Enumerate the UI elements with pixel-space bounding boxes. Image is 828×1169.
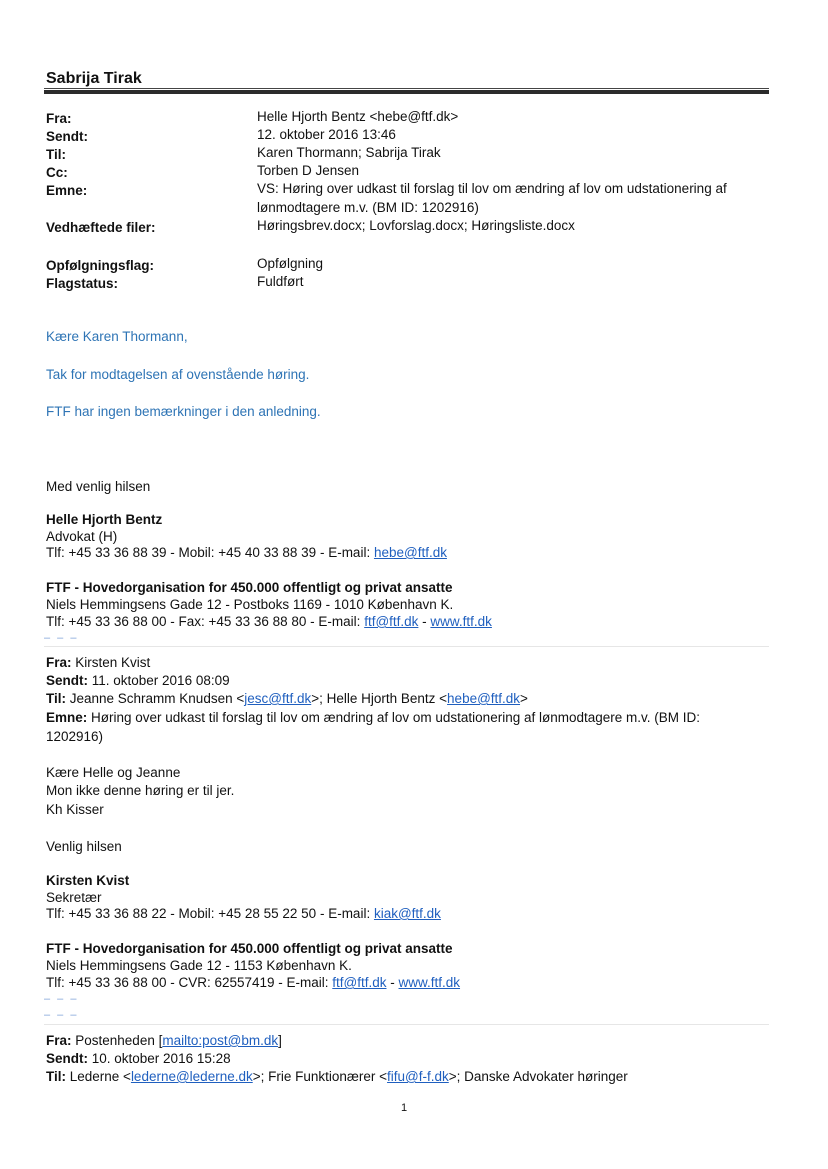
msg3-to (46, 1069, 628, 1084)
field-label-flag-status: Flagstatus: (46, 276, 119, 291)
sig2-dash-1: – – – (44, 993, 79, 1005)
msg3-from-end: ] (278, 1033, 282, 1048)
email-title: Sabrija Tirak (46, 70, 142, 87)
msg2-subject-label: Emne: (46, 710, 88, 725)
field-value-subject-cont: lønmodtagere m.v. (BM ID: 1202916) (257, 200, 479, 215)
msg3-to-text-c: >; Danske Advokater høringer (448, 1069, 628, 1084)
field-value-sent: 12. oktober 2016 13:46 (257, 127, 396, 142)
field-label-cc: Cc: (46, 165, 68, 180)
msg2-closing: Venlig hilsen (46, 839, 122, 854)
field-label-to: Til: (46, 147, 66, 162)
msg2-to (46, 691, 528, 706)
msg2-body-1: Kære Helle og Jeanne (46, 765, 181, 780)
msg2-sent (46, 673, 230, 688)
message-separator-2 (44, 1024, 769, 1025)
msg3-from-value: Postenheden [ (71, 1033, 163, 1048)
msg3-to-email-2[interactable]: fifu@f-f.dk (387, 1069, 449, 1084)
sig2-contact (46, 906, 441, 921)
sig1-org-email-link[interactable]: ftf@ftf.dk (364, 614, 419, 629)
msg2-to-label: Til: (46, 691, 66, 706)
msg2-from-label: Fra: (46, 655, 72, 670)
sig1-sep: - (418, 614, 431, 629)
sig2-org-email-link[interactable]: ftf@ftf.dk (332, 975, 387, 990)
field-value-to: Karen Thormann; Sabrija Tirak (257, 145, 441, 160)
msg3-sent-value: 10. oktober 2016 15:28 (88, 1051, 231, 1066)
msg2-subject (46, 710, 700, 725)
field-value-attachments[interactable]: Høringsbrev.docx; Lovforslag.docx; Høringsliste.docx (257, 218, 575, 233)
sig1-dash: – – – (44, 632, 79, 644)
sig1-email-link[interactable]: hebe@ftf.dk (373, 545, 447, 560)
sig1-org: FTF - Hovedorganisation for 450.000 offentligt og privat ansatte (46, 580, 453, 595)
field-label-followup-flag: Opfølgningsflag: (46, 258, 154, 273)
msg2-body-2: Mon ikke denne høring er til jer. (46, 783, 235, 798)
sig2-address: Niels Hemmingsens Gade 12 - 1153 København K. (46, 958, 352, 973)
msg2-from-value: Kirsten Kvist (71, 655, 151, 670)
msg2-subject-value: Høring over udkast til forslag til lov om ændring af lov om udstationering af lønmodtagere m.v. (BM ID: (87, 710, 701, 725)
sig1-org-contact (46, 614, 492, 629)
sig2-org-contact-text: Tlf: +45 33 36 88 00 - CVR: 62557419 - E-mail: (46, 975, 333, 990)
msg3-from-mailto-link[interactable]: mailto:post@bm.dk (162, 1033, 279, 1048)
msg2-sent-label: Sendt: (46, 673, 88, 688)
reply-greeting: Kære Karen Thormann, (46, 329, 188, 344)
msg3-to-text-b: >; Frie Funktionærer < (252, 1069, 388, 1084)
msg3-sent-label: Sendt: (46, 1051, 88, 1066)
msg2-to-text-b: >; Helle Hjorth Bentz < (311, 691, 448, 706)
sig1-contact (46, 545, 447, 560)
msg2-subject-cont: 1202916) (46, 729, 104, 744)
sig1-closing: Med venlig hilsen (46, 479, 151, 494)
field-value-flag-status: Fuldført (257, 274, 304, 289)
field-label-sent: Sendt: (46, 129, 88, 144)
msg2-sent-value: 11. oktober 2016 08:09 (88, 673, 230, 688)
field-label-attachments: Vedhæftede filer: (46, 220, 156, 235)
reply-line-1: Tak for modtagelsen af ovenstående høring. (46, 367, 310, 382)
header-divider-thin (44, 88, 769, 89)
sig1-address: Niels Hemmingsens Gade 12 - Postboks 1169 - 1010 København K. (46, 597, 454, 612)
sig1-name: Helle Hjorth Bentz (46, 512, 163, 527)
sig2-name: Kirsten Kvist (46, 873, 130, 888)
sig2-dash-2: – – – (44, 1009, 79, 1021)
sig1-contact-text: Tlf: +45 33 36 88 39 - Mobil: +45 40 33 88 39 - E-mail: (46, 545, 374, 560)
msg3-to-email-1[interactable]: lederne@lederne.dk (130, 1069, 253, 1084)
msg2-to-text-a: Jeanne Schramm Knudsen < (66, 691, 245, 706)
sig2-contact-text: Tlf: +45 33 36 88 22 - Mobil: +45 28 55 22 50 - E-mail: (46, 906, 374, 921)
msg2-body-3: Kh Kisser (46, 802, 104, 817)
sig1-role: Advokat (H) (46, 529, 118, 544)
header-divider-thick (44, 90, 769, 94)
msg3-from (46, 1033, 282, 1048)
msg3-to-text-a: Lederne < (66, 1069, 131, 1084)
field-value-subject: VS: Høring over udkast til forslag til lov om ændring af lov om udstationering af (257, 181, 727, 196)
page-number: 1 (401, 1102, 408, 1114)
sig1-org-contact-text: Tlf: +45 33 36 88 00 - Fax: +45 33 36 88 80 - E-mail: (46, 614, 365, 629)
msg2-to-email-1[interactable]: jesc@ftf.dk (244, 691, 312, 706)
sig2-web-link[interactable]: www.ftf.dk (398, 975, 461, 990)
field-label-subject: Emne: (46, 183, 88, 198)
msg3-to-label: Til: (46, 1069, 66, 1084)
sig2-email-link[interactable]: kiak@ftf.dk (373, 906, 441, 921)
msg2-from (46, 655, 150, 670)
msg3-from-label: Fra: (46, 1033, 72, 1048)
msg3-sent (46, 1051, 231, 1066)
sig2-org-contact (46, 975, 460, 990)
field-label-from: Fra: (46, 111, 72, 126)
sig1-web-link[interactable]: www.ftf.dk (430, 614, 492, 629)
sig2-sep: - (386, 975, 399, 990)
field-value-cc: Torben D Jensen (257, 163, 360, 178)
field-value-from: Helle Hjorth Bentz <hebe@ftf.dk> (257, 109, 459, 124)
sig2-role: Sekretær (46, 890, 102, 905)
msg2-to-email-2[interactable]: hebe@ftf.dk (447, 691, 521, 706)
field-value-followup-flag: Opfølgning (257, 256, 324, 271)
sig2-org: FTF - Hovedorganisation for 450.000 offentligt og privat ansatte (46, 941, 453, 956)
msg2-to-text-c: > (520, 691, 528, 706)
reply-line-2: FTF har ingen bemærkninger i den anledning. (46, 404, 321, 419)
message-separator-1 (44, 646, 769, 647)
